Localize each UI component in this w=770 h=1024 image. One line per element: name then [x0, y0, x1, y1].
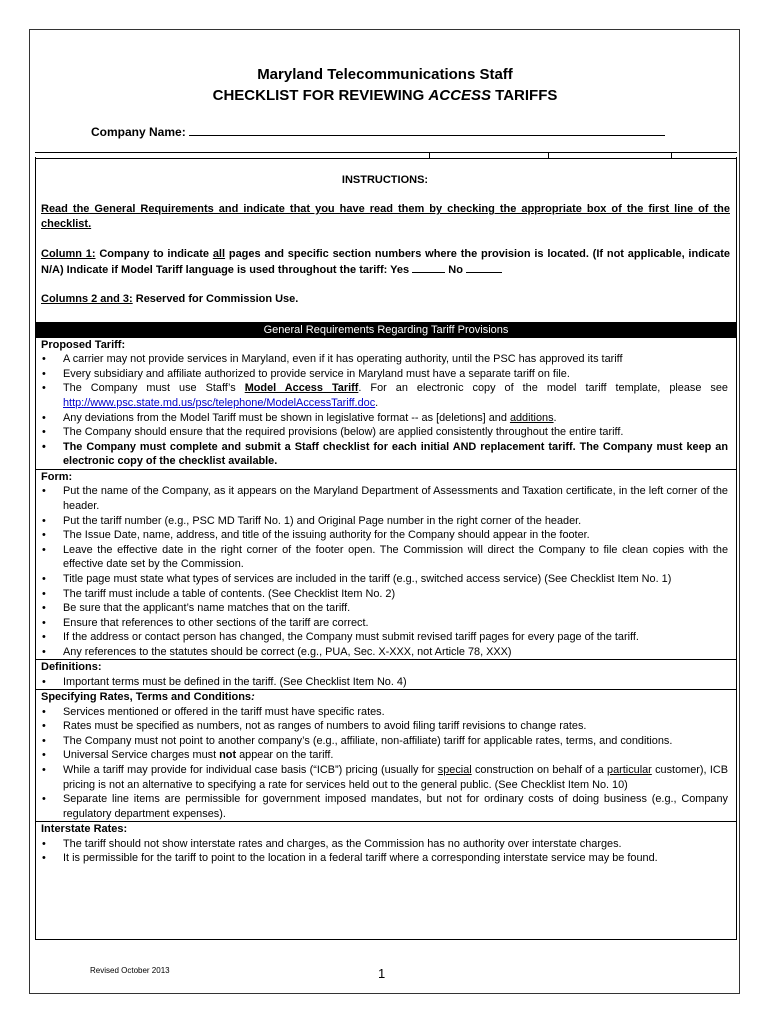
list-item: • Title page must state what types of services are included in the tariff (e.g., switched access service) (See Checklist Item No. 1) [41, 572, 728, 587]
not-emphasis: not [219, 749, 237, 762]
list-item: • Separate line items are permissible for government imposed mandates, but not for ordinary costs of doing business (e.g., Company regulatory department expenses). [41, 792, 728, 821]
interstate-section [36, 822, 736, 865]
general-instruction: Read the General Requirements and indicate that you have read them by checking the appropriate box of the first line of the checklist. [41, 203, 730, 230]
list-item: • Services mentioned or offered in the tariff must have specific rates. [41, 705, 728, 720]
heading-text: Specifying Rates, Terms and Conditions [41, 691, 252, 704]
list-item: • Rates must be specified as numbers, not as ranges of numbers to avoid filing tariff revisions to change rates. [41, 719, 728, 734]
item-text: Any deviations from the Model Tariff must be shown in legislative format -- as [deletions] and [63, 411, 510, 424]
list-item: • If the address or contact person has changed, the Company must submit revised tariff pages for every page of the tariff. [41, 630, 728, 645]
item-text: . [375, 397, 379, 410]
item-text: construction on behalf of a [471, 764, 608, 777]
list-item: • The tariff must include a table of contents. (See Checklist Item No. 2) [41, 587, 728, 602]
special-term: special [437, 764, 472, 777]
yes-blank[interactable] [412, 262, 445, 273]
list-item: • Put the tariff number (e.g., PSC MD Tariff No. 1) and Original Page number in the right corner of the header. [41, 514, 728, 529]
definitions-section [36, 660, 736, 690]
section-heading: Proposed Tariff: [41, 339, 126, 351]
list-item: • A carrier may not provide services in Maryland, even if it has operating authority, until the PSC has approved its tariff [41, 352, 728, 367]
bullet-list [41, 352, 728, 469]
proposed-tariff-section [36, 338, 736, 470]
item-text: appear on the tariff. [236, 749, 334, 762]
page-number: 1 [378, 966, 386, 981]
list-item [41, 411, 728, 426]
form-section [36, 470, 736, 660]
document-title: Maryland Telecommunications Staff [257, 66, 513, 83]
list-item: • It is permissible for the tariff to point to the location in a federal tariff where a corresponding interstate service may be found. [41, 851, 728, 866]
item-text: customer), ICB pricing is not an alternative to specifying a rate for services held out to the general public. (See Checklist Item No. 10) [63, 764, 728, 791]
list-item [41, 381, 728, 410]
list-item [41, 763, 728, 792]
no-blank[interactable] [466, 262, 502, 273]
bullet-list [41, 837, 728, 866]
list-item: • The tariff should not show interstate rates and charges, as the Commission has no authority over interstate charges. [41, 837, 728, 852]
item-text: . [553, 411, 557, 424]
list-item: • Every subsidiary and affiliate authorized to provide service in Maryland must have a separate tariff on file. [41, 367, 728, 382]
column1-no: No [445, 264, 466, 276]
document-subtitle [0, 87, 770, 104]
section-heading: Interstate Rates: [41, 823, 128, 836]
section-heading [41, 690, 728, 704]
subtitle-emphasis: ACCESS [428, 87, 491, 104]
column1-text: Company to indicate [95, 248, 213, 260]
rates-section [36, 690, 736, 822]
company-name-label: Company Name: [91, 125, 186, 139]
list-item [41, 748, 728, 763]
particular-term: particular [607, 764, 652, 777]
heading-colon: : [251, 691, 255, 704]
item-text: While a tariff may provide for individual case basis (“ICB”) pricing (usually for [63, 764, 438, 777]
column1-all: all [212, 248, 226, 260]
list-item: • Put the name of the Company, as it appears on the Maryland Department of Assessments and Taxation certificate, in the left corner of the header. [41, 484, 728, 513]
column1-instruction [41, 247, 730, 278]
list-item: • The Issue Date, name, address, and title of the issuing authority for the Company should appear in the footer. [41, 528, 728, 543]
section-heading: Definitions: [41, 661, 102, 674]
instructions-heading: INSTRUCTIONS: [341, 174, 429, 186]
columns23-instruction [41, 292, 730, 307]
list-item: • The Company must complete and submit a Staff checklist for each initial AND replacement tariff. The Company must keep an electronic copy of the checklist available. [41, 440, 728, 469]
revised-date: Revised October 2013 [90, 966, 170, 975]
list-item: • The Company should ensure that the required provisions (below) are applied consistently throughout the entire tariff. [41, 425, 728, 440]
list-item: • Leave the effective date in the right corner of the footer open. The Commission will direct the Company to file clean copies with the effective date set by the Commission. [41, 543, 728, 572]
list-item: • The Company must not point to another company’s (e.g., affiliate, non-affiliate) tariff for applicable rates, terms, and conditions. [41, 734, 728, 749]
bullet-list [41, 705, 728, 822]
list-item: • Any references to the statutes should be correct (e.g., PUA, Sec. X-XXX, not Article 78, XXX) [41, 645, 728, 660]
bullet-list [41, 484, 728, 659]
list-item: • Important terms must be defined in the tariff. (See Checklist Item No. 4) [41, 675, 728, 690]
bullet-list [41, 675, 728, 690]
company-name-row [91, 123, 665, 139]
column1-text: pages and specific section numbers where the provision is located. (If not applicable, indicate N/A) Indicate if Model Tariff language is used throughout the tariff: Yes [41, 248, 730, 276]
columns23-label: Columns 2 and 3: [41, 293, 133, 305]
item-text: The Company must use Staff’s [63, 382, 245, 395]
item-text: Universal Service charges must [63, 749, 220, 762]
section-heading: Form: [41, 471, 73, 484]
columns23-text: Reserved for Commission Use. [132, 293, 299, 305]
section-bar: General Requirements Regarding Tariff Provisions [36, 322, 736, 338]
list-item: • Be sure that the applicant’s name matches that on the tariff. [41, 601, 728, 616]
list-item: • Ensure that references to other sections of the tariff are correct. [41, 616, 728, 631]
column1-label: Column 1: [41, 248, 96, 260]
company-name-field[interactable] [189, 123, 665, 136]
item-text: . For an electronic copy of the model tariff template, please see [358, 382, 728, 395]
subtitle-part: CHECKLIST FOR REVIEWING [212, 87, 429, 104]
requirements-content [36, 338, 736, 866]
model-tariff-link[interactable]: http://www.psc.state.md.us/psc/telephone/ModelAccessTariff.doc [63, 397, 376, 410]
subtitle-part: TARIFFS [490, 87, 558, 104]
model-tariff-term: Model Access Tariff [244, 382, 359, 395]
additions-term: additions [509, 411, 554, 424]
